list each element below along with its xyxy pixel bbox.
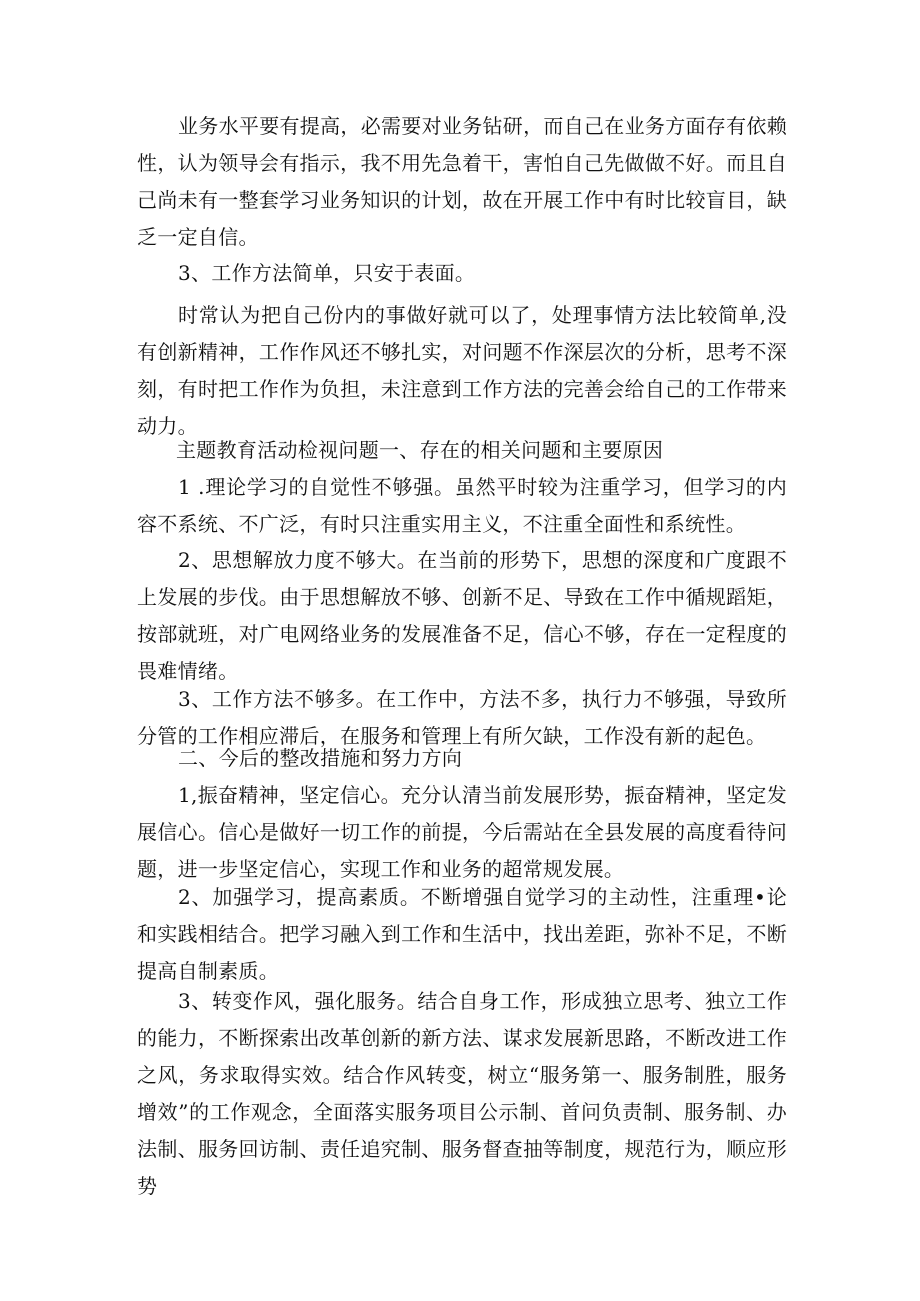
paragraph-heading-method: 3、工作方法简单，只安于表面。 bbox=[178, 261, 476, 285]
paragraph-confidence: 1,振奋精神，坚定信心。充分认清当前发展形势，振奋精神，坚定发展信心。信心是做好一切工作的前提，今后需站在全县发展的高度看待问题，进一步坚定信心，实现工作和业务的超常规发展。 bbox=[137, 783, 787, 881]
section-title-problems: 主题教育活动检视问题一、存在的相关问题和主要原因 bbox=[176, 438, 664, 462]
paragraph-method-detail: 时常认为把自己份内的事做好就可以了，处理事情方法比较简单,没有创新精神，工作作风还不够扎实，对问题不作深层次的分析，思考不深刻，有时把工作作为负担，未注意到工作方法的完善会给自己的工作带来动力。 bbox=[137, 303, 787, 438]
paragraph-theory-study: 1 .理论学习的自觉性不够强。虽然平时较为注重学习，但学习的内容不系统、不广泛，有时只注重实用主义，不注重全面性和系统性。 bbox=[137, 475, 787, 536]
paragraph-work-methods: 3、工作方法不够多。在工作中，方法不多，执行力不够强，导致所分管的工作相应滞后，在服务和管理上有所欠缺，工作没有新的起色。 bbox=[137, 687, 787, 748]
paragraph-dependence: 业务水平要有提高，必需要对业务钻研，而自己在业务方面存有依赖性，认为领导会有指示，我不用先急着干，害怕自己先做做不好。而且自己尚未有一整套学习业务知识的计划，故在开展工作中有时比较盲目，缺乏一定自信。 bbox=[137, 114, 787, 249]
paragraph-mindset: 2、思想解放力度不够大。在当前的形势下，思想的深度和广度跟不上发展的步伐。由于思想解放不够、创新不足、导致在工作中循规蹈矩，按部就班，对广电网络业务的发展准备不足，信心不够，存在一定程度的畏难情绪。 bbox=[137, 548, 787, 683]
paragraph-service: 3、转变作风，强化服务。结合自身工作，形成独立思考、独立工作的能力，不断探索出改革创新的新方法、谋求发展新思路，不断改进工作之风，务求取得实效。结合作风转变，树立“服务第一、服务制胜，服务增效”的工作观念，全面落实服务项目公示制、首问负责制、服务制、办法制、服务回访制、责任追究制、服务督查抽等制度，规范行为，顺应形势 bbox=[137, 989, 787, 1198]
paragraph-learning: 2、加强学习，提高素质。不断增强自觉学习的主动性，注重理•论和实践相结合。把学习融入到工作和生活中，找出差距，弥补不足，不断提高自制素质。 bbox=[137, 885, 787, 983]
section-title-measures: 二、今后的整改措施和努力方向 bbox=[178, 746, 463, 770]
